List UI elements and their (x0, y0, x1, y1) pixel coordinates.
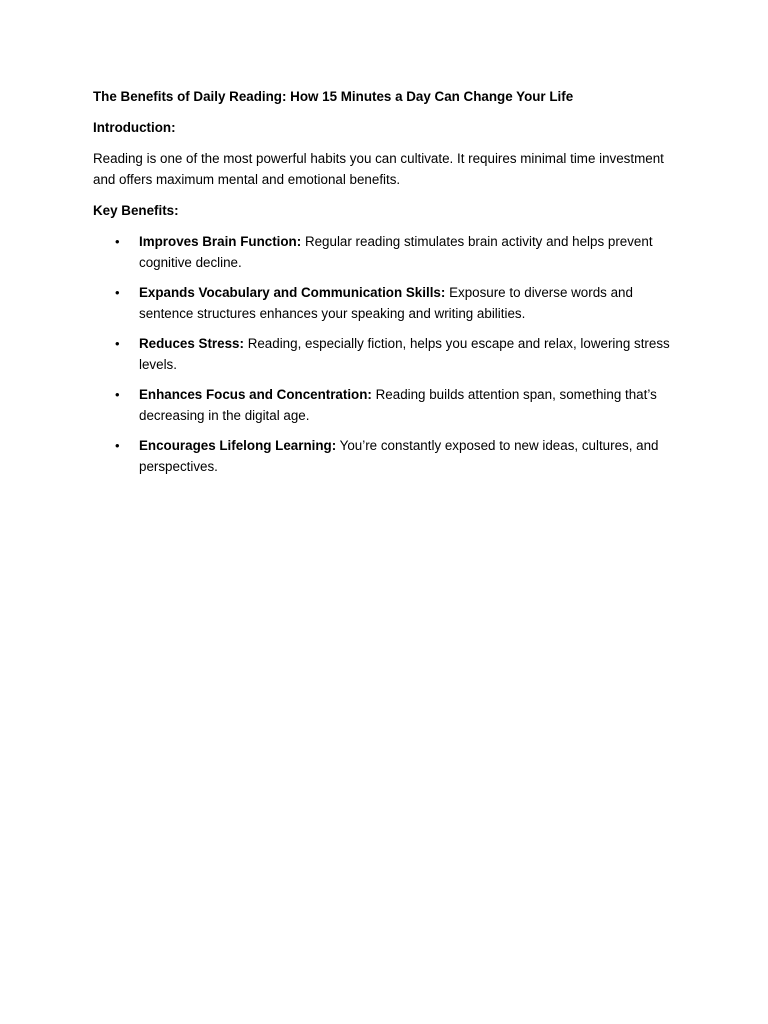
benefit-term: Reduces Stress: (139, 336, 244, 351)
document-title: The Benefits of Daily Reading: How 15 Minutes a Day Can Change Your Life (93, 89, 574, 104)
bullet-icon: • (115, 234, 120, 249)
introduction-paragraph: Reading is one of the most powerful habits you can cultivate. It requires minimal time investment and offers maximum mental and emotional benefits. (93, 151, 664, 187)
document-page (93, 86, 683, 486)
bullet-icon: • (115, 285, 120, 300)
benefit-description: Reading, especially fiction, helps you escape and relax, lowering stress levels. (139, 336, 670, 372)
benefit-term: Expands Vocabulary and Communication Skills: (139, 285, 446, 300)
bullet-icon: • (115, 387, 120, 402)
bullet-icon: • (115, 438, 120, 453)
key-benefits-heading: Key Benefits: (93, 203, 179, 218)
benefit-item-lifelong-learning (93, 435, 683, 477)
bullet-icon: • (115, 336, 120, 351)
benefit-item-stress (93, 333, 683, 375)
benefit-description: Reading builds attention span, something that’s decreasing in the digital age. (139, 387, 657, 423)
benefit-term: Improves Brain Function: (139, 234, 302, 249)
benefit-item-focus (93, 384, 683, 426)
introduction-heading: Introduction: (93, 120, 176, 135)
benefit-term: Encourages Lifelong Learning: (139, 438, 337, 453)
benefit-item-vocabulary (93, 282, 683, 324)
benefit-term: Enhances Focus and Concentration: (139, 387, 372, 402)
benefit-item-brain-function (93, 231, 683, 273)
benefits-list (93, 231, 683, 477)
benefit-description: Regular reading stimulates brain activity and helps prevent cognitive decline. (139, 234, 653, 270)
benefit-description: Exposure to diverse words and sentence structures enhances your speaking and writing abilities. (139, 285, 633, 321)
benefit-description: You’re constantly exposed to new ideas, cultures, and perspectives. (139, 438, 659, 474)
